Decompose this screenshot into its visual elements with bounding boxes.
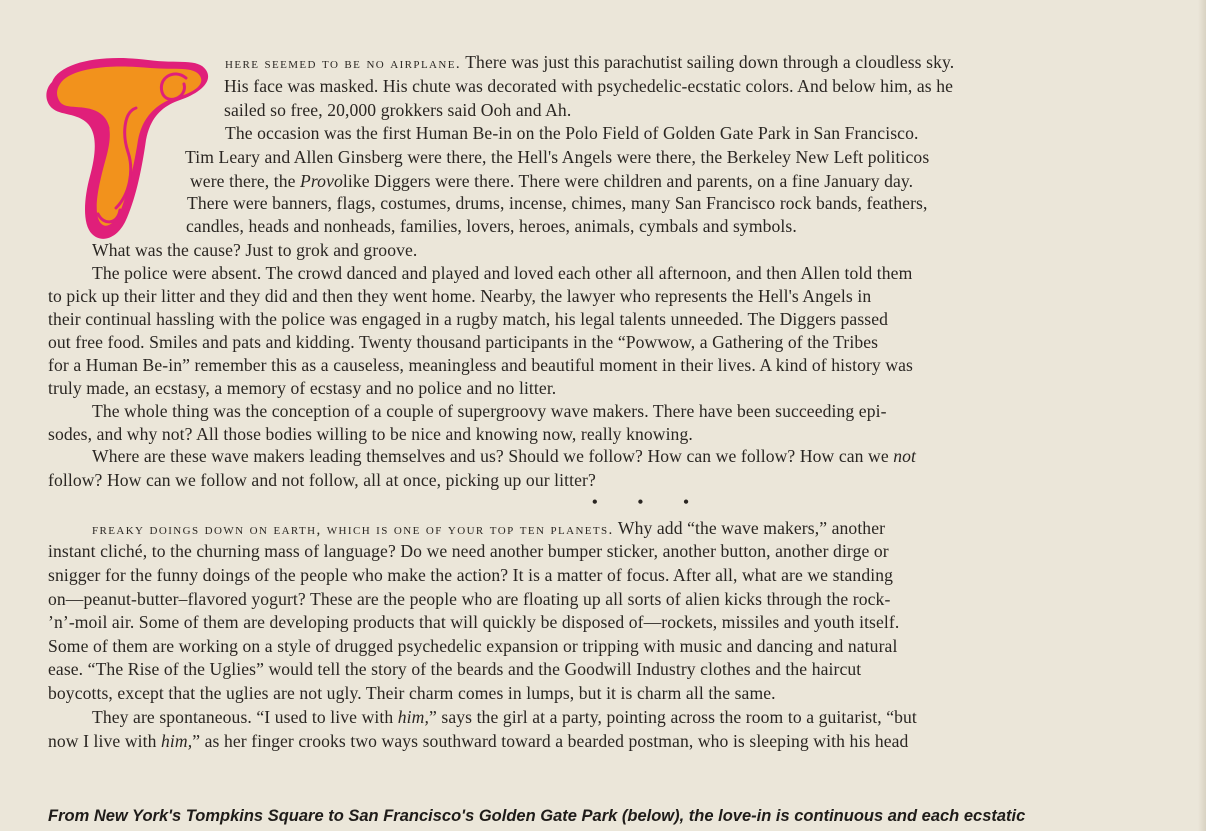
- para2-line3: [190, 171, 913, 191]
- para2-line4: There were banners, flags, costumes, drums, incense, chimes, many San Francisco rock bands, feathers,: [187, 193, 928, 213]
- para8-line1b: ” says the girl at a party, pointing across the room to a guitarist, “but: [428, 707, 917, 727]
- para8-line2a: now I live with: [48, 731, 162, 751]
- para7-lead: freaky doings down on earth, which is one of your top ten planets.: [92, 522, 614, 538]
- para7-line2: instant cliché, to the churning mass of language? Do we need another bumper sticker, another button, another dirge or: [48, 541, 889, 561]
- para4-line1: The police were absent. The crowd danced and played and loved each other all afternoon, and then Allen told them: [92, 263, 913, 283]
- para2-line1: The occasion was the first Human Be-in on the Polo Field of Golden Gate Park in San Francisco.: [225, 123, 919, 143]
- para8-line2: [48, 731, 908, 751]
- para1-text1: There was just this parachutist sailing down through a cloudless sky.: [465, 52, 955, 72]
- para1-line3: sailed so free, 20,000 grokkers said Ooh and Ah.: [224, 100, 572, 120]
- dropcap-t-illustration: [38, 48, 214, 244]
- para6-line1a: Where are these wave makers leading themselves and us? Should we follow? How can we follow? How can we: [92, 446, 894, 466]
- para6-line1: [92, 446, 916, 466]
- para2-line2: Tim Leary and Allen Ginsberg were there, the Hell's Angels were there, the Berkeley New Left politicos: [185, 147, 930, 167]
- para7-line8: boycotts, except that the uglies are not ugly. Their charm comes in lumps, but it is charm all the same.: [48, 683, 776, 703]
- section-separator: • • •: [592, 494, 707, 511]
- page-edge-shadow: [1198, 0, 1206, 831]
- para7-line3: snigger for the funny doings of the people who make the action? It is a matter of focus. After all, what are we standing: [48, 565, 894, 585]
- para4-line3: their continual hassling with the police was engaged in a rugby match, his legal talents unneeded. The Diggers passed: [48, 309, 889, 329]
- para3-line1: What was the cause? Just to grok and groove.: [92, 240, 418, 260]
- para8-him1: him,: [397, 707, 429, 727]
- para6-line2: follow? How can we follow and not follow, all at once, picking up our litter?: [48, 470, 596, 490]
- para7-line7: ease. “The Rise of the Uglies” would tell the story of the beards and the Goodwill Industry clothes and the haircut: [48, 659, 862, 679]
- para4-line5: for a Human Be-in” remember this as a causeless, meaningless and beautiful moment in their lives. A kind of history was: [48, 355, 913, 375]
- para4-line2: to pick up their litter and they did and then they went home. Nearby, the lawyer who represents the Hell's Angels in: [48, 286, 872, 306]
- para6-not: not: [893, 446, 917, 466]
- para2-line3b: like Diggers were there. There were children and parents, on a fine January day.: [342, 171, 914, 191]
- para5-line1: The whole thing was the conception of a couple of supergroovy wave makers. There have been succeeding epi-: [92, 401, 887, 421]
- para2-line3a: were there, the: [190, 171, 301, 191]
- para8-line2b: ” as her finger crooks two ways southward toward a bearded postman, who is sleeping with his head: [192, 731, 909, 751]
- para8-line1a: They are spontaneous. “I used to live with: [92, 707, 398, 727]
- para7-line6: Some of them are working on a style of drugged psychedelic expansion or tripping with music and dancing and natural: [48, 636, 898, 656]
- photo-caption: From New York's Tompkins Square to San Francisco's Golden Gate Park (below), the love-in is continuous and each ecstatic: [48, 807, 1026, 825]
- para2-provo: Provo: [300, 171, 343, 191]
- para7-line5: ’n’-moil air. Some of them are developing products that will quickly be disposed of—rockets, missiles and youth itself.: [48, 612, 900, 632]
- para8-him2: him,: [161, 731, 193, 751]
- para7-line4: on—peanut-butter–flavored yogurt? These are the people who are floating up all sorts of alien kicks through the rock-: [48, 589, 891, 609]
- para7-line1: [92, 518, 885, 540]
- para5-line2: sodes, and why not? All those bodies willing to be nice and knowing now, really knowing.: [48, 424, 693, 444]
- para4-line6: truly made, an ecstasy, a memory of ecstasy and no police and no litter.: [48, 378, 557, 398]
- para7-text1: Why add “the wave makers,” another: [617, 518, 886, 538]
- para1-lead: here seemed to be no airplane.: [225, 56, 462, 72]
- para4-line4: out free food. Smiles and pats and kidding. Twenty thousand participants in the “Powwow, a Gathering of the Tribes: [48, 332, 879, 352]
- para1-line1: [225, 52, 1181, 74]
- para8-line1: [92, 707, 917, 727]
- para1-line2: His face was masked. His chute was decorated with psychedelic-ecstatic colors. And below him, as he: [224, 76, 954, 96]
- para2-line5: candles, heads and nonheads, families, lovers, heroes, animals, cymbals and symbols.: [186, 216, 797, 236]
